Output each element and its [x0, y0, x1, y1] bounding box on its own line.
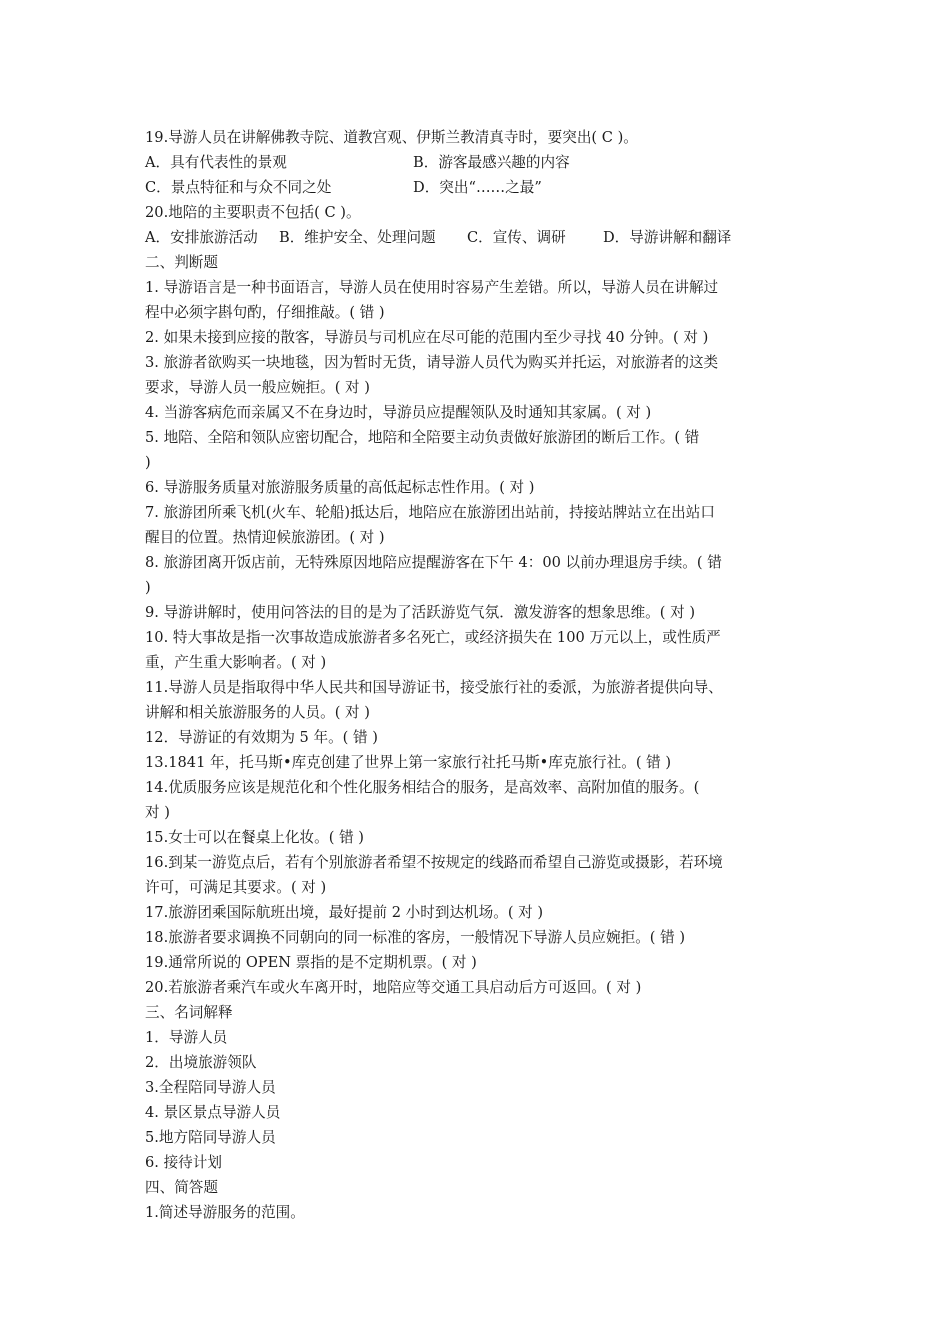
option-c: C．宣传、调研: [466, 229, 566, 246]
tf-line: 4. 当游客病危而亲属又不在身边时，导游员应提醒领队及时通知其家属。( 对 ): [145, 404, 652, 421]
tf-line: 3. 旅游者欲购买一块地毯，因为暂时无货，请导游人员代为购买并托运，对旅游者的这类: [145, 354, 719, 371]
tf-line: 2. 如果未接到应接的散客，导游员与司机应在尽可能的范围内至少寻找 40 分钟。( 对 ): [145, 329, 709, 346]
tf-line: 1. 导游语言是一种书面语言，导游人员在使用时容易产生差错。所以，导游人员在讲解过: [145, 279, 719, 296]
term-item: 3.全程陪同导游人员: [145, 1079, 276, 1096]
tf-line: 7. 旅游团所乘飞机(火车、轮船)抵达后，地陪应在旅游团出站前，持接站牌站立在出站口: [145, 504, 715, 521]
tf-line: 17.旅游团乘国际航班出境，最好提前 2 小时到达机场。( 对 ): [145, 904, 544, 921]
tf-line: 程中必须字斟句酌，仔细推敲。( 错 ): [145, 304, 385, 321]
tf-line: 19.通常所说的 OPEN 票指的是不定期机票。( 对 ): [145, 954, 477, 971]
tf-line: 对 ): [145, 804, 170, 821]
option-d: D．突出“……之最”: [413, 179, 542, 196]
question-19-options-row-1: [145, 150, 813, 175]
tf-line: 10. 特大事故是指一次事故造成旅游者多名死亡，或经济损失在 100 万元以上，或性质严: [145, 629, 721, 646]
term-item: 4. 景区景点导游人员: [145, 1104, 281, 1121]
option-c: C．景点特征和与众不同之处: [145, 179, 332, 196]
tf-line: 9. 导游讲解时，使用问答法的目的是为了活跃游览气氛．激发游客的想象思维。( 对 ): [145, 604, 696, 621]
tf-line: 重，产生重大影响者。( 对 ): [145, 654, 327, 671]
tf-line: 8. 旅游团离开饭店前，无特殊原因地陪应提醒游客在下午 4：00 以前办理退房手续。( 错: [145, 554, 722, 571]
question-19-options-row-2: [145, 175, 813, 200]
option-b: B．维护安全、处理问题: [278, 229, 436, 246]
tf-line: 6. 导游服务质量对旅游服务质量的高低起标志性作用。( 对 ): [145, 479, 535, 496]
tf-line: ): [145, 454, 151, 471]
option-d: D．导游讲解和翻译: [602, 229, 732, 246]
term-item: 6. 接待计划: [145, 1154, 222, 1171]
option-b: B．游客最感兴趣的内容: [413, 154, 570, 171]
question-19-stem: 19.导游人员在讲解佛教寺院、道教宫观、伊斯兰教清真寺时，要突出( C )。: [145, 129, 638, 146]
document-page: [145, 125, 813, 1225]
question-20-stem: 20.地陪的主要职责不包括( C )。: [145, 204, 361, 221]
tf-line: 5. 地陪、全陪和领队应密切配合，地陪和全陪要主动负责做好旅游团的断后工作。( 错: [145, 429, 700, 446]
tf-line: 14.优质服务应该是规范化和个性化服务相结合的服务，是高效率、高附加值的服务。(: [145, 779, 700, 796]
tf-line: 16.到某一游览点后，若有个别旅游者希望不按规定的线路而希望自己游览或摄影，若环境: [145, 854, 723, 871]
tf-line: 许可，可满足其要求。( 对 ): [145, 879, 327, 896]
option-a: A．具有代表性的景观: [145, 154, 287, 171]
term-item: 5.地方陪同导游人员: [145, 1129, 276, 1146]
tf-line: 20.若旅游者乘汽车或火车离开时，地陪应等交通工具启动后方可返回。( 对 ): [145, 979, 642, 996]
tf-line: 讲解和相关旅游服务的人员。( 对 ): [145, 704, 370, 721]
term-item: 1．导游人员: [145, 1029, 228, 1046]
section-heading-short-answer: 四、简答题: [145, 1179, 218, 1196]
section-heading-terms: 三、名词解释: [145, 1004, 233, 1021]
tf-line: 醒目的位置。热情迎候旅游团。( 对 ): [145, 529, 385, 546]
tf-line: 要求，导游人员一般应婉拒。( 对 ): [145, 379, 370, 396]
tf-line: ): [145, 579, 151, 596]
short-answer-item: 1.简述导游服务的范围。: [145, 1204, 305, 1221]
term-item: 2．出境旅游领队: [145, 1054, 257, 1071]
question-20-options: [145, 225, 813, 250]
section-heading-true-false: 二、判断题: [145, 254, 218, 271]
tf-line: 12．导游证的有效期为 5 年。( 错 ): [145, 729, 378, 746]
tf-line: 11.导游人员是指取得中华人民共和国导游证书，接受旅行社的委派，为旅游者提供向导、: [145, 679, 723, 696]
tf-line: 13.1841 年，托马斯•库克创建了世界上第一家旅行社托马斯•库克旅行社。( 错 ): [145, 754, 672, 771]
tf-line: 15.女士可以在餐桌上化妆。( 错 ): [145, 829, 364, 846]
option-a: A．安排旅游活动: [145, 229, 258, 246]
tf-line: 18.旅游者要求调换不同朝向的同一标准的客房，一般情况下导游人员应婉拒。( 错 ): [145, 929, 686, 946]
